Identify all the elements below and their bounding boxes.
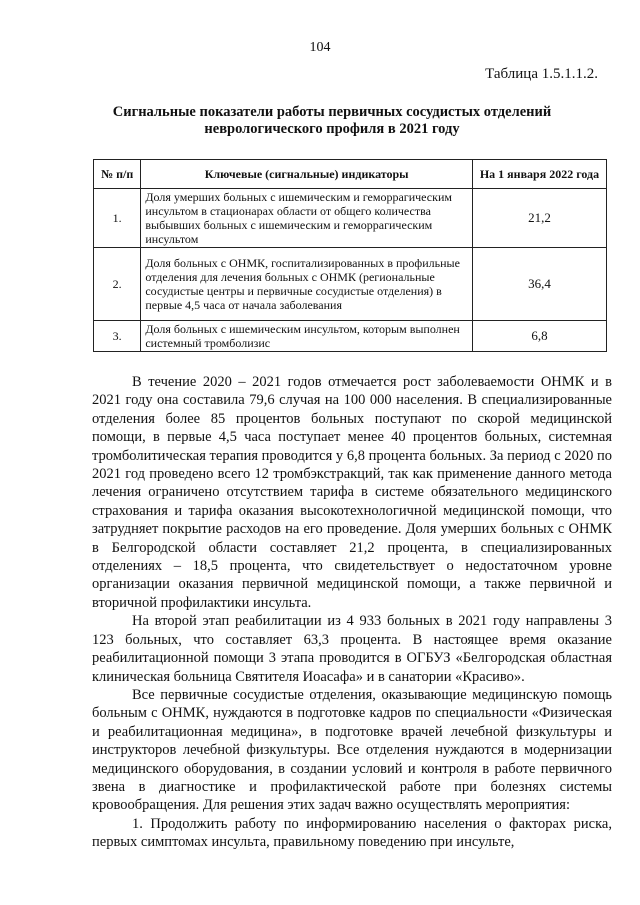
row-indicator: Доля больных с ОНМК, госпитализированных в профильные отделения для лечения больных с ОНМК (региональные сосудистые центры и первичные сосудистые отделения) в первые 4,5 часа от начала заболевания xyxy=(141,248,473,321)
paragraph: Все первичные сосудистые отделения, оказывающие медицинскую помощь больным с ОНМК, нуждаются в подготовке кадров по специальности «Физическая и реабилитационная медицина», в подготовке врачей лечебной физкультуры и инструкторов лечебной физкультуры. Все отделения нуждаются в модернизации медицинского оборудования, в создании условий и контроля в работе первичного звена в диагностике и профилактической работе при болезнях системы кровообращения. Для решения этих задач важно осуществлять мероприятия: xyxy=(92,686,612,814)
row-value: 21,2 xyxy=(472,189,606,248)
paragraph: 1. Продолжить работу по информированию населения о факторах риска, первых симптомах инсульта, правильному поведению при инсульте, xyxy=(92,815,612,851)
row-value: 6,8 xyxy=(472,321,606,352)
row-value: 36,4 xyxy=(472,248,606,321)
table-row xyxy=(94,321,607,352)
header-indicator: Ключевые (сигнальные) индикаторы xyxy=(141,160,473,189)
indicators-table xyxy=(93,159,607,352)
row-number: 2. xyxy=(94,248,141,321)
row-number: 3. xyxy=(94,321,141,352)
table-title: Сигнальные показатели работы первичных сосудистых отделений неврологического профиля в 2021 году xyxy=(112,104,552,137)
table-row xyxy=(94,248,607,321)
header-number: № п/п xyxy=(94,160,141,189)
table-label: Таблица 1.5.1.1.2. xyxy=(485,66,598,82)
header-date: На 1 января 2022 года xyxy=(472,160,606,189)
table-header-row xyxy=(94,160,607,189)
paragraph: В течение 2020 – 2021 годов отмечается рост заболеваемости ОНМК и в 2021 году она составила 79,6 случая на 100 000 населения. В специализированные отделения более 85 процентов больных поступают по скорой медицинской помощи, в первые 4,5 часа поступает менее 40 процентов больных, системная тромболитическая терапия проводится у 6,8 процента больных. За период с 2020 по 2021 год проведено всего 12 тромбэкстракций, так как применение данного метода лечения ограничено отсутствием тарифа в системе обязательного медицинского страхования и тарифа оказания высокотехнологичной медицинской помощи, что затрудняет покрытие расходов на его проведение. Доля умерших больных с ОНМК в Белгородской области составляет 21,2 процента, в специализированных отделениях – 18,5 процента, что свидетельствует о недостаточном уровне организации оказания первичной медицинской помощи, а также первичной и вторичной профилактики инсульта. xyxy=(92,374,612,611)
table-row xyxy=(94,189,607,248)
row-number: 1. xyxy=(94,189,141,248)
paragraph: На второй этап реабилитации из 4 933 больных в 2021 году направлены 3 123 больных, что составляет 63,3 процента. В настоящее время оказание реабилитационной помощи 3 этапа проводится в ОГБУЗ «Белгородская областная клиническая больница Святителя Иоасафа» и в санатории «Красиво». xyxy=(92,613,612,685)
row-indicator: Доля больных с ишемическим инсультом, которым выполнен системный тромболизис xyxy=(141,321,473,352)
page-number: 104 xyxy=(309,40,331,55)
row-indicator: Доля умерших больных с ишемическим и геморрагическим инсультом в стационарах области от общего количества выбывших больных с ишемическим и геморрагическим инсультом xyxy=(141,189,473,248)
body-text xyxy=(92,373,612,852)
